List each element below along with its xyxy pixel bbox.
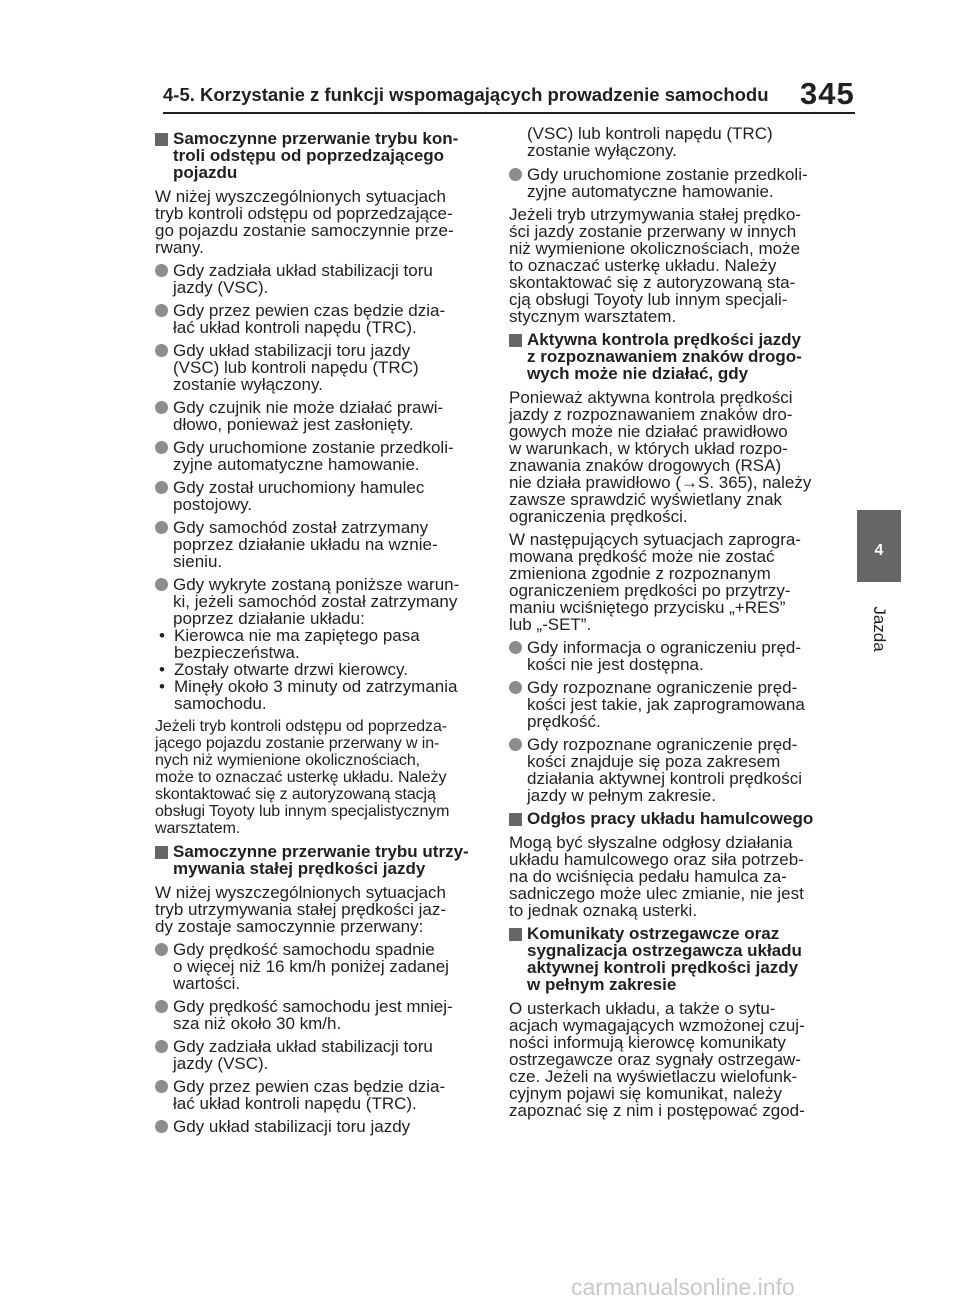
chapter-label-box bbox=[867, 594, 891, 664]
paragraph: Jeżeli tryb kontroli odstępu od poprzedza- jącego pojazdu zostanie przerwany w in- nych niż wymienione okolicznościach, może to oznaczać usterkę układu. Należy skontaktować się z autoryzowaną stacją obsługi Toyoty lub innym specjalistycznym warsztatem. bbox=[155, 718, 450, 837]
bullet-item: Gdy układ stabilizacji toru jazdy (VSC) lub kontroli napędu (TRC) zostanie wyłączony. bbox=[155, 342, 491, 393]
page-number: 345 bbox=[800, 76, 855, 111]
bullet-item: Gdy prędkość samochodu jest mniej- sza niż około 30 km/h. bbox=[155, 998, 491, 1032]
chapter-label: Jazda bbox=[870, 606, 889, 652]
bullet-item: Gdy uruchomione zostanie przedkoli- zyjne automatyczne hamowanie. bbox=[155, 439, 491, 473]
bullet-item: Gdy przez pewien czas będzie dzia- łać układ kontroli napędu (TRC). bbox=[155, 1078, 491, 1112]
paragraph: W niżej wyszczególnionych sytuacjach tryb kontroli odstępu od poprzedzające- go pojazdu zostanie samoczynnie prze- rwany. bbox=[155, 187, 454, 257]
section-heading: Odgłos pracy układu hamulcowego bbox=[509, 810, 845, 827]
paragraph: Jeżeli tryb utrzymywania stałej prędko- ści jazdy zostanie przerwany w innych niż wymienione okolicznościach, może to oznaczać usterkę układu. Należy skontaktować się z autoryzowaną sta- cją obsługi Toyoty lub innym specjali- stycznym warsztatem. bbox=[509, 205, 801, 326]
bullet-item: Gdy zadziała układ stabilizacji toru jazdy (VSC). bbox=[155, 1038, 491, 1072]
bullet-item: Gdy rozpoznane ograniczenie pręd- kości znajduje się poza zakresem działania aktywnej kontroli prędkości jazdy w pełnym zakresie. bbox=[509, 736, 845, 804]
section-heading: Samoczynne przerwanie trybu utrzy- mywania stałej prędkości jazdy bbox=[155, 843, 491, 877]
paragraph: Mogą być słyszalne odgłosy działania układu hamulcowego oraz siła potrzeb- na do wciśnięcia pedału hamulca za- sadniczego może ulec zmianie, nie jest to jednak oznaką usterki. bbox=[509, 833, 804, 920]
bullet-item: Gdy prędkość samochodu spadnie o więcej niż 16 km/h poniżej zadanej wartości. bbox=[155, 941, 491, 992]
watermark: carmanualsonline.info bbox=[571, 1274, 795, 1300]
dash-item: • Zostały otwarte drzwi kierowcy. bbox=[155, 661, 491, 678]
section-title: 4-5. Korzystanie z funkcji wspomagających prowadzenie samochodu bbox=[163, 84, 769, 105]
dash-item: • Minęły około 3 minuty od zatrzymania samochodu. bbox=[155, 678, 491, 712]
bullet-item: Gdy zadziała układ stabilizacji toru jazdy (VSC). bbox=[155, 262, 491, 296]
bullet-item: Gdy układ stabilizacji toru jazdy bbox=[155, 1118, 491, 1135]
dash-item: • Kierowca nie ma zapiętego pasa bezpieczeństwa. bbox=[155, 627, 491, 661]
left-column bbox=[155, 125, 491, 1141]
chapter-tab bbox=[857, 510, 901, 582]
section-heading: Komunikaty ostrzegawcze oraz sygnalizacja ostrzegawcza układu aktywnej kontroli prędkości jazdy w pełnym zakresie bbox=[509, 925, 845, 993]
bullet-item: Gdy informacja o ograniczeniu pręd- kości nie jest dostępna. bbox=[509, 639, 845, 673]
bullet-item: Gdy wykryte zostaną poniższe warun- ki, jeżeli samochód został zatrzymany poprzez działanie układu: bbox=[155, 576, 491, 627]
chapter-number: 4 bbox=[874, 542, 884, 559]
paragraph: Ponieważ aktywna kontrola prędkości jazdy z rozpoznawaniem znaków dro- gowych może nie działać prawidłowo w warunkach, w których układ rozpo- znawania znaków drogowych (RSA) nie działa prawidłowo (→S. 365), należy zawsze sprawdzić wyświetlany znak ograniczenia prędkości. bbox=[509, 388, 812, 526]
paragraph: W niżej wyszczególnionych sytuacjach tryb utrzymywania stałej prędkości jaz- dy zostaje samoczynnie przerwany: bbox=[155, 883, 447, 936]
section-heading: Samoczynne przerwanie trybu kon- troli odstępu od poprzedzającego pojazdu bbox=[155, 130, 491, 181]
paragraph: W następujących sytuacjach zaprogra- mowana prędkość może nie zostać zmieniona zgodnie z rozpoznanym ograniczeniem prędkości po przytrzy- maniu wciśniętego przycisku „+RES” lub „-SET”. bbox=[509, 530, 801, 634]
bullet-item: Gdy przez pewien czas będzie dzia- łać układ kontroli napędu (TRC). bbox=[155, 302, 491, 336]
bullet-item: Gdy został uruchomiony hamulec postojowy. bbox=[155, 479, 491, 513]
right-column bbox=[509, 125, 845, 1125]
paragraph: O usterkach układu, a także o sytu- acjach wymagających wzmożonej czuj- ności informują kierowcę komunikaty ostrzegawcze oraz sygnały ostrzegaw- cze. Jeżeli na wyświetlaczu wielofunk- cyjnym pojawi się komunikat, należy zapoznać się z nim i postępować zgod- bbox=[509, 999, 805, 1120]
header-divider bbox=[163, 112, 855, 114]
bullet-continuation: (VSC) lub kontroli napędu (TRC) zostanie wyłączony. bbox=[527, 124, 773, 160]
bullet-item: Gdy rozpoznane ograniczenie pręd- kości jest takie, jak zaprogramowana prędkość. bbox=[509, 679, 845, 730]
section-heading: Aktywna kontrola prędkości jazdy z rozpoznawaniem znaków drogo- wych może nie działać, gdy bbox=[509, 331, 845, 382]
bullet-item: Gdy uruchomione zostanie przedkoli- zyjne automatyczne hamowanie. bbox=[509, 166, 845, 200]
bullet-item: Gdy samochód został zatrzymany poprzez działanie układu na wznie- sieniu. bbox=[155, 519, 491, 570]
bullet-item: Gdy czujnik nie może działać prawi- dłowo, ponieważ jest zasłonięty. bbox=[155, 399, 491, 433]
